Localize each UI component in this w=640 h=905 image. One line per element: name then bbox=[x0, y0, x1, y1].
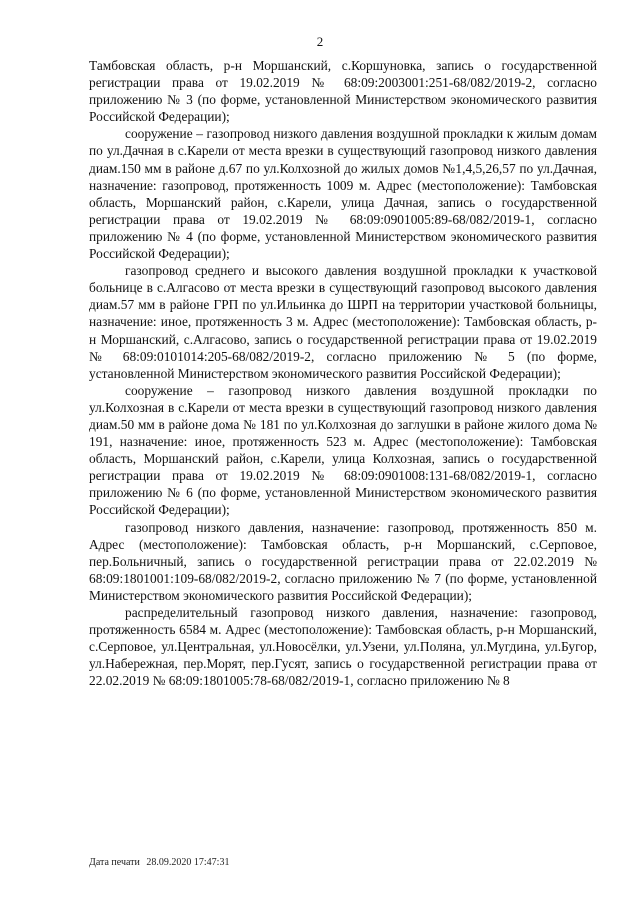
print-date-value: 28.09.2020 17:47:31 bbox=[146, 857, 230, 868]
document-body bbox=[89, 57, 597, 689]
paragraph-3: газопровод среднего и высокого давления воздушной прокладки к участковой больнице в с.Алгасово от места врезки в существующий газопровод высокого давления диам.57 мм в районе ГРП по ул.Ильинка до ШРП на территории участковой больницы, назначение: иное, протяженность 3 м. Адрес (местоположение): Тамбовская область, р-н Моршанский, с.Алгасово, запись о государственной регистрации права от 19.02.2019 № 68:09:0101014:205-68/082/2019-2, согласно приложению № 5 (по форме, установленной Министерством экономического развития Российской Федерации); bbox=[89, 263, 597, 381]
paragraph-1: Тамбовская область, р-н Моршанский, с.Коршуновка, запись о государственной регистрации права от 19.02.2019 № 68:09:2003001:251-68/082/2019-2, согласно приложению № 3 (по форме, установленной Министерством экономического развития Российской Федерации); bbox=[89, 58, 597, 125]
paragraph-6: распределительный газопровод низкого давления, назначение: газопровод, протяженность 6584 м. Адрес (местоположение): Тамбовская область, р-н Моршанский, с.Серповое, ул.Центральная, ул.Новосёлки, ул.Узени, ул.Поляна, ул.Мугдина, ул.Бугор, ул.Набережная, пер.Морят, пер.Гусят, запись о государственной регистрации права от 22.02.2019 № 68:09:1801005:78-68/082/2019-1, согласно приложению № 8 bbox=[89, 605, 597, 689]
paragraph-2: сооружение – газопровод низкого давления воздушной прокладки к жилым домам по ул.Дачная в с.Карели от места врезки в существующий газопровод низкого давления диам.150 мм в районе д.67 по ул.Колхозной до жилых домов №1,4,5,26,57 по ул.Дачная, назначение: газопровод, протяженность 1009 м. Адрес (местоположение): Тамбовская область, Моршанский район, с.Карели, улица Дачная, запись о государственной регистрации права от 19.02.2019 № 68:09:0901005:89-68/082/2019-1, согласно приложению № 4 (по форме, установленной Министерством экономического развития Российской Федерации); bbox=[89, 126, 597, 262]
page-number: 2 bbox=[316, 34, 324, 49]
paragraph-5: газопровод низкого давления, назначение: газопровод, протяженность 850 м. Адрес (местоположение): Тамбовская область, р-н Моршанский, с.Серповое, пер.Больничный, запись о государственной регистрации права от 22.02.2019 № 68:09:1801001:109-68/082/2019-2, согласно приложению № 7 (по форме, установленной Министерством экономического развития Российской Федерации); bbox=[89, 519, 597, 603]
print-date-label: Дата печати bbox=[89, 857, 140, 868]
paragraph-4: сооружение – газопровод низкого давления воздушной прокладки по ул.Колхозная в с.Карели от места врезки в существующий газопровод низкого давления диам.50 мм в районе дома № 181 по ул.Колхозная до заглушки в районе жилого дома № 191, назначение: иное, протяженность 523 м. Адрес (местоположение): Тамбовская область, Моршанский район, с.Карели, улица Колхозная, запись о государственной регистрации права от 19.02.2019 № 68:09:0901008:131-68/082/2019-1, согласно приложению № 6 (по форме, установленной Министерством экономического развития Российской Федерации); bbox=[89, 382, 597, 518]
print-date-footer bbox=[89, 857, 229, 868]
